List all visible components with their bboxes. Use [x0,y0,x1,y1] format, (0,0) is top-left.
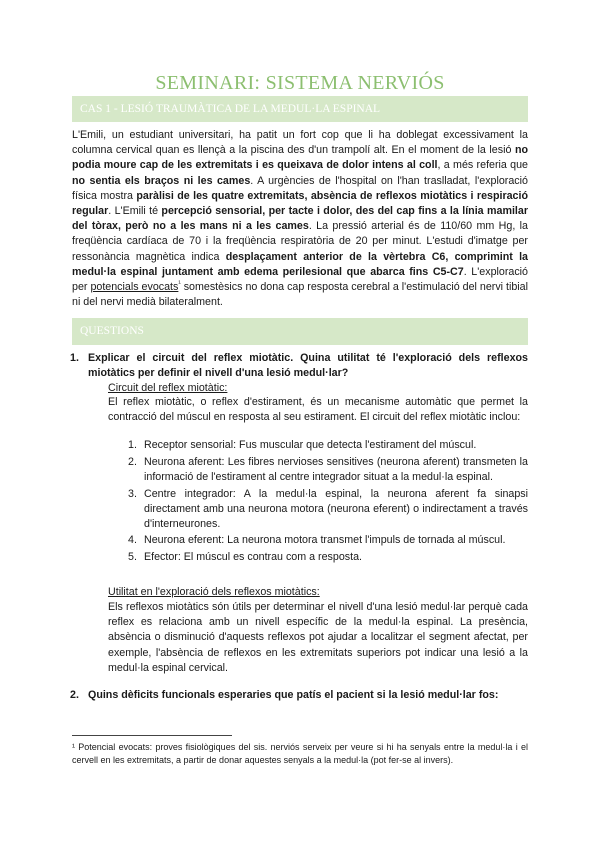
list-item-number: 3. [128,487,137,500]
reflex-circuit-list [128,438,528,567]
list-item-number: 1. [128,439,137,451]
reflex-utility-subtitle: Utilitat en l'exploració dels reflexos miotàtics: [108,586,320,598]
list-item-text: Efector: El múscul es contrau com a resposta. [144,551,362,564]
reflex-utility-body: Els reflexos miotàtics són útils per determinar el nivell d'una lesió medul·lar perquè cada reflex es relaciona amb un nivell específic de la medul·la espinal. La presència, absència o disminució d'aquests reflexos pot ajudar a localitzar el segment afectat, per exemple, l'absència de reflexos en les extremitats superiors pot indicar una lesió a la medul·la espinal cervical. [108,601,528,674]
list-item-number: 5. [128,551,137,564]
intro-bold-text: desplaçament anterior de la vèrtebra C6, comprimint la medul·la espinal juntament amb edema perilesional que abarca fins C5-C7 [72,250,528,278]
list-item-text: Neurona aferent: Les fibres nervioses sensitives (neurona aferent) transmeten la informació de l'estirament al centre integrador situat a la medul·la espinal. [144,455,528,483]
list-item-number: 2. [128,455,137,468]
list-item [128,455,528,485]
questions-heading: QUESTIONS [80,325,144,337]
intro-text: L'Emili, un estudiant universitari, ha patit un fort cop que li ha doblegat excessivament la columna cervical quan es llençà a la piscina des d'un trampolí alt. En el moment de la lesió [72,129,528,157]
intro-bold-text: paràlisi de les quatre extremitats, absència de reflexos miotàtics i respiració regular [72,189,528,218]
footnote-divider [72,735,232,736]
intro-text: somestèsics no dona cap resposta cerebral a l'estimulació del nervi tibial ni del nervi medià bilateralment. [72,281,528,309]
case-heading: CAS 1 - LESIÓ TRAUMÀTICA DE LA MEDUL·LA ESPINAL [80,103,381,115]
footnote-marker: ¹ [178,280,181,288]
list-item-text: Centre integrador: A la medul·la espinal, la neurona aferent fa sinapsi directament amb una neurona motora (neurona eferent) o indirectament a través d'interneurones. [144,487,528,530]
case-heading-band [72,96,528,122]
question-2-number: 2. [70,689,79,701]
intro-bold-text: no sentia els braços ni les cames [72,174,251,187]
footnote: ¹ Potencial evocats: proves fisiològiques del sis. nerviós serveix per veure si hi ha senyals entre la medul·la i el cervell en les extremitats, a partir de donar aquestes senyals a la medul·la (pot fer-se al invers). [72,742,528,765]
list-item-number: 4. [128,534,137,547]
reflex-circuit-body: El reflex miotàtic, o reflex d'estirament, és un mecanisme automàtic que permet la contracció del múscul en resposta al seu estirament. El circuit del reflex miotàtic inclou: [108,396,528,424]
list-item [128,550,528,565]
intro-text: . La pressió arterial és de 110/60 mm Hg, la freqüència cardíaca de 70 i la freqüència respiratòria de 20 per minut. L'estudi d'imatge per ressonància magnètica indica [72,220,528,263]
question-1-text: Explicar el circuit del reflex miotàtic. Quina utilitat té l'exploració dels reflexos miotàtics per definir el nivell d'una lesió medul·lar? [88,352,528,379]
intro-text: potencials evocats [90,281,179,294]
list-item-text: Receptor sensorial: Fus muscular que detecta l'estirament del múscul. [144,439,477,451]
reflex-circuit-subtitle: Circuit del reflex miotàtic: [108,382,228,394]
list-item [128,487,528,532]
page-title: SEMINARI: SISTEMA NERVIÓS [155,72,445,94]
questions-heading-band [72,318,528,345]
intro-bold-text: percepció sensorial, per tacte i dolor, des del cap fins a la línia mamilar del tòrax, però no a les mans ni a les cames [72,205,528,233]
intro-text: . L'exploració per [72,265,528,294]
intro-text: . A urgències de l'hospital on l'han traslladat, l'exploració física mostra [72,174,528,202]
intro-text: , a més referia que [437,159,528,172]
question-1 [70,351,528,380]
question-1-number: 1. [70,352,79,364]
list-item-text: Neurona eferent: La neurona motora transmet l'impuls de tornada al múscul. [144,534,506,547]
intro-text: . L'Emili té [108,205,162,218]
question-2 [70,688,528,703]
intro-bold-text: no podia moure cap de les extremitats i es queixava de dolor intens al coll [72,144,528,172]
list-item [128,438,528,453]
case-intro-paragraph [72,128,528,310]
question-2-text: Quins dèficits funcionals esperaries que patís el pacient si la lesió medul·lar fos: [88,689,499,701]
list-item [128,533,528,548]
